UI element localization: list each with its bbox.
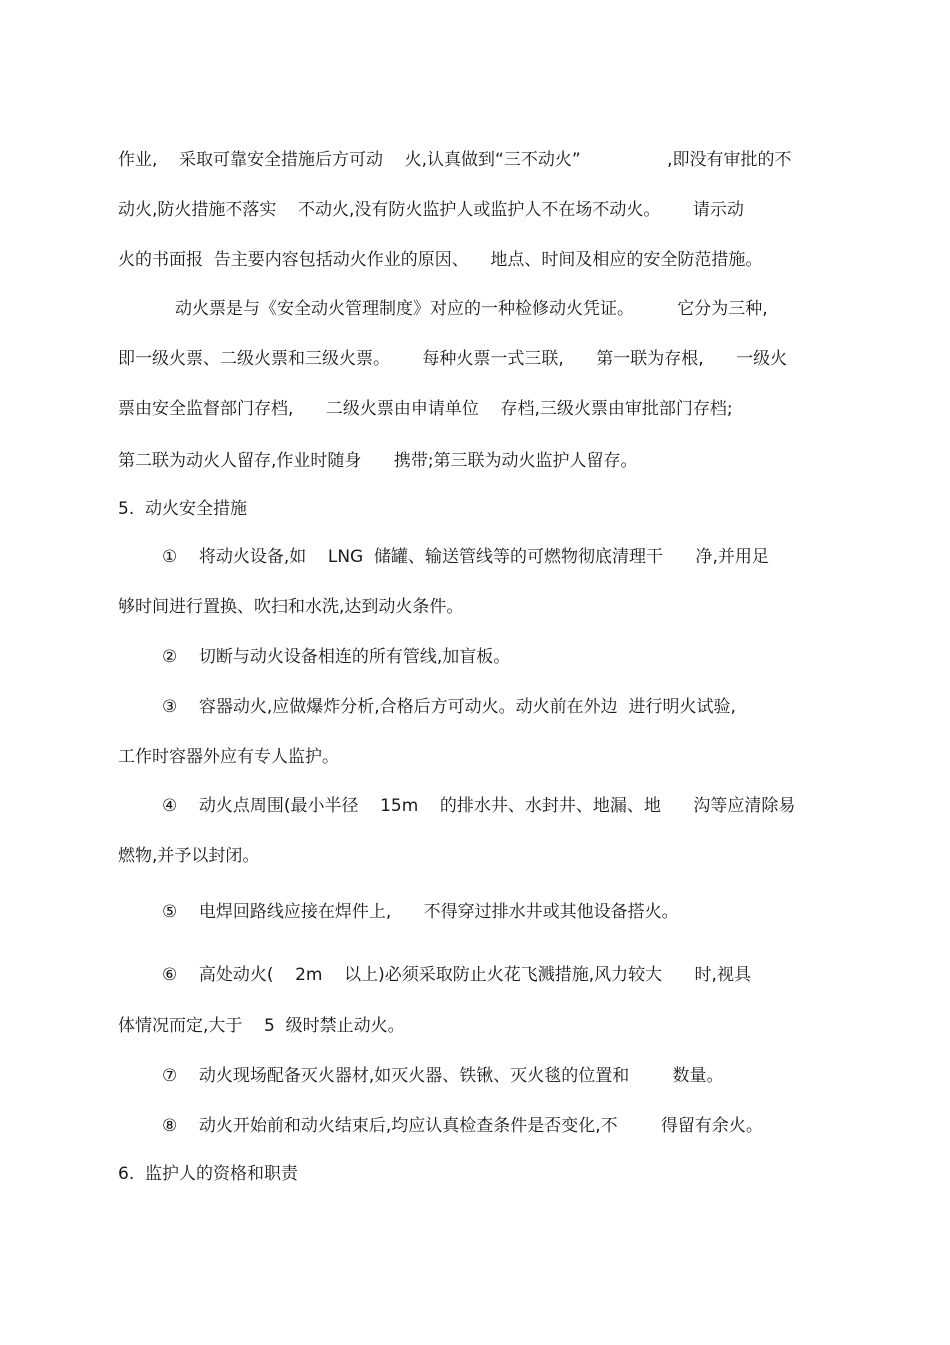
text-line: 即一级火票、二级火票和三级火票。 每种火票一式三联, 第一联为存根, 一级火 (118, 349, 788, 369)
section-heading: 6. 监护人的资格和职责 (118, 1164, 299, 1184)
list-item-continued: 燃物,并予以封闭。 (118, 846, 260, 866)
list-item: ② 切断与动火设备相连的所有管线,加盲板。 (162, 647, 511, 667)
text-line: 作业, 采取可靠安全措施后方可动 火,认真做到“三不动火” ,即没有审批的不 (118, 150, 792, 170)
list-item-continued: 体情况而定,大于 5 级时禁止动火。 (118, 1016, 405, 1036)
list-item: ④ 动火点周围(最小半径 15m 的排水井、水封井、地漏、地 沟等应清除易 (162, 796, 796, 816)
list-item: ⑥ 高处动火( 2m 以上)必须采取防止火花飞溅措施,风力较大 时,视具 (162, 965, 751, 985)
list-item-continued: 工作时容器外应有专人监护。 (118, 747, 339, 767)
text-line: 火的书面报 告主要内容包括动火作业的原因、 地点、时间及相应的安全防范措施。 (118, 250, 763, 270)
list-item: ⑧ 动火开始前和动火结束后,均应认真检查条件是否变化,不 得留有余火。 (162, 1116, 763, 1136)
list-item: ① 将动火设备,如 LNG 储罐、输送管线等的可燃物彻底清理干 净,并用足 (162, 547, 769, 567)
section-heading: 5. 动火安全措施 (118, 499, 248, 519)
text-line: 票由安全监督部门存档, 二级火票由申请单位 存档,三级火票由审批部门存档; (118, 399, 733, 419)
list-item-continued: 够时间进行置换、吹扫和水洗,达到动火条件。 (118, 597, 464, 617)
text-line: 动火,防火措施不落实 不动火,没有防火监护人或监护人不在场不动火。 请示动 (118, 200, 744, 220)
text-line: 第二联为动火人留存,作业时随身 携带;第三联为动火监护人留存。 (118, 451, 638, 471)
list-item: ⑤ 电焊回路线应接在焊件上, 不得穿过排水井或其他设备搭火。 (162, 902, 679, 922)
list-item: ③ 容器动火,应做爆炸分析,合格后方可动火。动火前在外边 进行明火试验, (162, 697, 736, 717)
list-item: ⑦ 动火现场配备灭火器材,如灭火器、铁锹、灭火毯的位置和 数量。 (162, 1066, 724, 1086)
text-line: 动火票是与《安全动火管理制度》对应的一种检修动火凭证。 它分为三种, (175, 299, 768, 319)
